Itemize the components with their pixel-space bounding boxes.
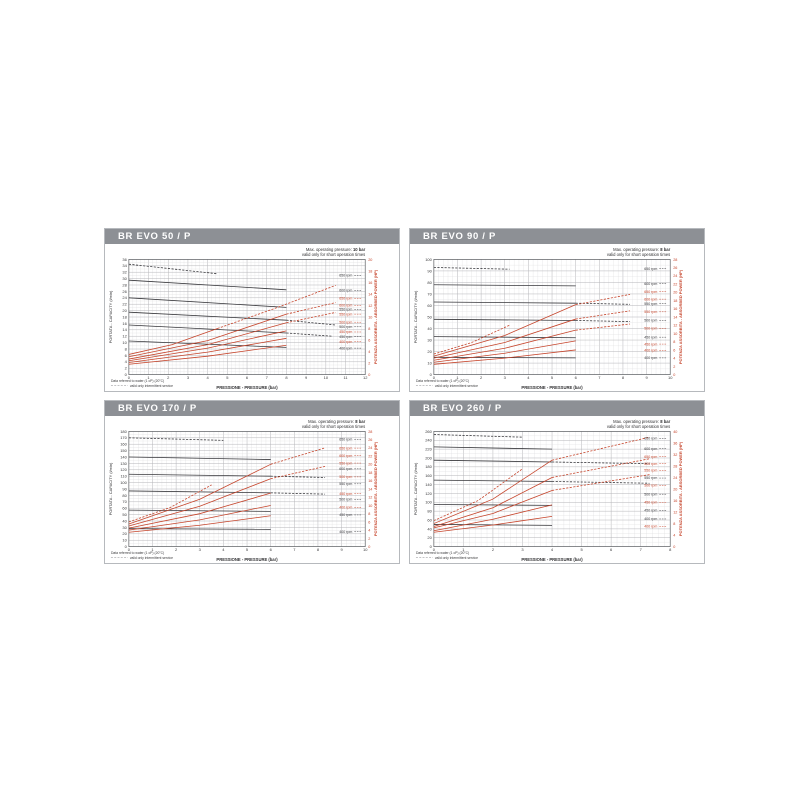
y-tick-label: 70 bbox=[122, 499, 127, 505]
y-tick-label: 50 bbox=[122, 511, 127, 517]
power-tick-label: 24 bbox=[673, 274, 678, 279]
y-tick-label: 170 bbox=[120, 435, 127, 441]
y-tick-label: 32 bbox=[122, 269, 127, 275]
x-tick-label: 6 bbox=[269, 547, 272, 553]
rpm-label: 600 rpm bbox=[644, 446, 658, 451]
power-tick-label: 0 bbox=[673, 545, 676, 550]
rpm-label: 550 rpm bbox=[339, 461, 353, 466]
power-tick-label: 2 bbox=[368, 361, 371, 366]
power-tick-label: 0 bbox=[368, 545, 371, 550]
flow-curve-400-rpm bbox=[129, 529, 271, 530]
y-tick-label: 140 bbox=[425, 481, 432, 487]
y-tick-label: 10 bbox=[122, 339, 127, 345]
y-tick-label: 20 bbox=[122, 531, 127, 537]
y-tick-label: 24 bbox=[122, 295, 127, 301]
y-tick-label: 60 bbox=[427, 302, 432, 308]
x-tick-label: 1 bbox=[147, 375, 150, 381]
y-tick-label: 50 bbox=[427, 314, 432, 320]
power-axis-label: POTENZA ASSORBITA - ABSORBED POWER (HP) bbox=[373, 441, 379, 537]
note-line2: valid only for short operation times bbox=[606, 424, 671, 430]
power-tick-label: 8 bbox=[368, 326, 371, 331]
power-tick-label: 20 bbox=[673, 487, 678, 492]
x-tick-label: 0 bbox=[127, 375, 130, 381]
rpm-label: 600 rpm bbox=[339, 288, 353, 293]
power-tick-label: 8 bbox=[673, 340, 676, 345]
power-tick-label: 14 bbox=[673, 315, 678, 320]
power-tick-label: 20 bbox=[673, 290, 678, 295]
y-tick-label: 100 bbox=[425, 256, 432, 262]
y-tick-label: 220 bbox=[425, 446, 432, 452]
chart-title: BR EVO 90 / P bbox=[423, 231, 496, 242]
x-tick-label: 3 bbox=[186, 375, 190, 381]
rpm-label: 500 rpm bbox=[339, 324, 353, 329]
y-tick-label: 60 bbox=[122, 505, 127, 511]
y-tick-label: 0 bbox=[429, 544, 432, 550]
power-tick-label: 24 bbox=[368, 446, 373, 451]
x-tick-label: 8 bbox=[285, 375, 288, 381]
x-tick-label: 2 bbox=[491, 547, 495, 553]
y-tick-label: 20 bbox=[427, 348, 432, 354]
x-tick-label: 7 bbox=[293, 547, 296, 553]
max-pressure-note: Max. operating pressure: 8 bar bbox=[613, 246, 671, 252]
power-tick-label: 16 bbox=[368, 280, 373, 285]
x-tick-label: 6 bbox=[610, 547, 613, 553]
max-pressure-note: Max. operating pressure: 8 bar bbox=[308, 418, 366, 424]
power-tick-label: 28 bbox=[673, 257, 678, 262]
y-tick-label: 130 bbox=[120, 460, 127, 466]
chart-body bbox=[410, 244, 704, 391]
chart-panel-2 bbox=[409, 228, 705, 392]
power-curve-550-rpm bbox=[576, 311, 630, 319]
footnote-intermittent: valid only intermittent service bbox=[129, 383, 173, 388]
x-tick-label: 3 bbox=[198, 547, 201, 553]
rpm-label: 500 rpm bbox=[644, 483, 658, 488]
y-tick-label: 0 bbox=[124, 544, 127, 550]
x-tick-label: 8 bbox=[669, 547, 672, 553]
chart-header bbox=[105, 401, 399, 416]
note-line2: valid only for short operation times bbox=[301, 424, 366, 430]
max-pressure-note: Max. operating pressure: 10 bar bbox=[305, 246, 366, 252]
x-tick-label: 1 bbox=[151, 547, 154, 553]
power-tick-label: 18 bbox=[673, 298, 678, 303]
note-line2: valid only for short operation times bbox=[606, 252, 671, 258]
footnote-water: Data referred to water (1 cP) (20°C) bbox=[415, 551, 470, 556]
power-tick-label: 26 bbox=[368, 438, 373, 443]
power-tick-label: 14 bbox=[368, 292, 373, 297]
power-tick-label: 28 bbox=[368, 429, 373, 434]
footnote-intermittent: valid only intermittent service bbox=[434, 383, 478, 388]
x-tick-label: 12 bbox=[363, 375, 368, 381]
y-tick-label: 90 bbox=[122, 486, 127, 492]
power-tick-label: 32 bbox=[673, 452, 678, 457]
rpm-label: 400 rpm bbox=[339, 346, 353, 351]
x-tick-label: 1 bbox=[462, 547, 465, 553]
power-tick-label: 4 bbox=[673, 356, 676, 361]
rpm-label: 600 rpm bbox=[339, 453, 353, 458]
power-tick-label: 14 bbox=[368, 487, 373, 492]
x-tick-label: 9 bbox=[645, 375, 648, 381]
y-tick-label: 160 bbox=[120, 441, 127, 447]
x-tick-label: 6 bbox=[245, 375, 249, 381]
y-tick-label: 2 bbox=[124, 365, 127, 371]
y-tick-label: 180 bbox=[120, 428, 127, 434]
power-tick-label: 18 bbox=[368, 269, 373, 274]
y-tick-label: 4 bbox=[124, 359, 127, 365]
x-tick-label: 0 bbox=[432, 547, 435, 553]
y-tick-label: 160 bbox=[425, 473, 432, 479]
x-axis-label: PRESSIONE - PRESSURE (bar) bbox=[216, 557, 278, 563]
rpm-label: 400 rpm bbox=[644, 517, 658, 522]
x-axis-label: PRESSIONE - PRESSURE (bar) bbox=[521, 557, 583, 563]
y-tick-label: 120 bbox=[425, 490, 432, 496]
chart-header bbox=[105, 229, 399, 244]
power-tick-label: 8 bbox=[673, 521, 676, 526]
chart-canvas bbox=[105, 416, 399, 563]
x-tick-label: 10 bbox=[363, 547, 368, 553]
y-tick-label: 6 bbox=[124, 352, 127, 358]
x-tick-label: 4 bbox=[206, 375, 209, 381]
power-tick-label: 40 bbox=[673, 429, 678, 434]
chart-panel-1 bbox=[104, 228, 400, 392]
x-tick-label: 4 bbox=[550, 547, 554, 553]
x-tick-label: 5 bbox=[245, 547, 249, 553]
x-tick-label: 7 bbox=[265, 375, 268, 381]
chart-panel-4 bbox=[409, 400, 705, 564]
y-tick-label: 140 bbox=[120, 454, 127, 460]
rpm-label: 400 rpm bbox=[339, 529, 353, 534]
rpm-label: 450 rpm bbox=[644, 342, 658, 347]
x-tick-label: 0 bbox=[127, 547, 130, 553]
power-curve-650-rpm bbox=[129, 485, 212, 522]
y-tick-label: 180 bbox=[425, 464, 432, 470]
rpm-label: 400 rpm bbox=[339, 339, 353, 344]
y-tick-label: 12 bbox=[122, 333, 127, 339]
rpm-label: 450 rpm bbox=[339, 513, 353, 518]
rpm-label: 650 rpm bbox=[644, 436, 658, 441]
x-tick-label: 5 bbox=[580, 547, 583, 553]
chart-canvas bbox=[410, 416, 704, 563]
footnote-intermittent: valid only intermittent service bbox=[129, 555, 173, 560]
chart-title: BR EVO 170 / P bbox=[118, 403, 197, 414]
y-tick-label: 90 bbox=[427, 268, 432, 274]
power-tick-label: 6 bbox=[673, 348, 676, 353]
chart-title: BR EVO 260 / P bbox=[423, 403, 502, 414]
rpm-label: 550 rpm bbox=[339, 307, 353, 312]
y-tick-label: 20 bbox=[427, 535, 432, 541]
rpm-label: 400 rpm bbox=[644, 356, 658, 361]
power-curve-650-rpm bbox=[434, 469, 523, 521]
power-tick-label: 4 bbox=[368, 349, 371, 354]
y-tick-label: 70 bbox=[427, 291, 432, 297]
power-tick-label: 0 bbox=[368, 373, 371, 378]
y-tick-label: 40 bbox=[427, 526, 432, 532]
chart-body bbox=[410, 416, 704, 563]
power-tick-label: 2 bbox=[368, 536, 371, 541]
power-tick-label: 10 bbox=[673, 331, 678, 336]
power-tick-label: 10 bbox=[368, 503, 373, 508]
power-tick-label: 18 bbox=[368, 470, 373, 475]
x-tick-label: 1 bbox=[456, 375, 459, 381]
y-tick-label: 60 bbox=[427, 517, 432, 523]
x-tick-label: 8 bbox=[316, 547, 320, 553]
rpm-label: 450 rpm bbox=[644, 500, 658, 505]
power-tick-label: 6 bbox=[368, 338, 371, 343]
power-axis-label: POTENZA ASSORBITA - ABSORBED POWER (HP) bbox=[373, 269, 379, 365]
rpm-label: 400 rpm bbox=[644, 348, 658, 353]
x-tick-label: 7 bbox=[598, 375, 601, 381]
power-tick-label: 12 bbox=[673, 510, 678, 515]
rpm-label: 500 rpm bbox=[644, 492, 658, 497]
charts-grid bbox=[104, 228, 705, 564]
y-tick-label: 100 bbox=[120, 479, 127, 485]
y-tick-label: 260 bbox=[425, 428, 432, 434]
power-curve-600-rpm bbox=[271, 448, 325, 464]
rpm-label: 600 rpm bbox=[339, 303, 353, 308]
rpm-label: 450 rpm bbox=[339, 334, 353, 339]
chart-panel-3 bbox=[104, 400, 400, 564]
rpm-label: 500 rpm bbox=[339, 475, 353, 480]
rpm-label: 550 rpm bbox=[339, 482, 353, 487]
x-tick-label: 3 bbox=[521, 547, 524, 553]
power-tick-label: 24 bbox=[673, 475, 678, 480]
x-tick-label: 2 bbox=[480, 375, 483, 381]
y-axis-label: PORTATA - CAPACITY (l/min) bbox=[412, 462, 418, 516]
y-tick-label: 80 bbox=[427, 279, 432, 285]
y-tick-label: 0 bbox=[429, 372, 432, 378]
y-tick-label: 150 bbox=[120, 447, 127, 453]
max-pressure-note: Max. operating pressure: 8 bar bbox=[613, 418, 671, 424]
flow-curve-500-rpm bbox=[576, 320, 630, 321]
x-tick-label: 0 bbox=[432, 375, 435, 381]
power-tick-label: 22 bbox=[673, 282, 678, 287]
rpm-label: 650 rpm bbox=[644, 454, 658, 459]
y-tick-label: 26 bbox=[122, 288, 127, 294]
power-tick-label: 8 bbox=[368, 512, 371, 517]
chart-body bbox=[105, 244, 399, 391]
power-tick-label: 20 bbox=[368, 257, 373, 262]
power-tick-label: 16 bbox=[368, 479, 373, 484]
x-tick-label: 2 bbox=[175, 547, 178, 553]
rpm-label: 600 rpm bbox=[644, 281, 658, 286]
power-axis-label: POTENZA ASSORBITA - ABSORBED POWER (HP) bbox=[678, 441, 684, 537]
y-tick-label: 80 bbox=[427, 508, 432, 514]
rpm-label: 500 rpm bbox=[339, 497, 353, 502]
power-curve-500-rpm bbox=[576, 324, 630, 330]
power-tick-label: 16 bbox=[673, 498, 678, 503]
x-tick-label: 9 bbox=[305, 375, 308, 381]
y-tick-label: 100 bbox=[425, 499, 432, 505]
flow-curve-450-rpm bbox=[286, 333, 331, 336]
y-tick-label: 8 bbox=[124, 346, 127, 352]
x-axis-label: PRESSIONE - PRESSURE (bar) bbox=[216, 385, 278, 391]
x-tick-label: 10 bbox=[668, 375, 673, 381]
y-tick-label: 120 bbox=[120, 467, 127, 473]
rpm-label: 550 rpm bbox=[644, 476, 658, 481]
y-tick-label: 30 bbox=[122, 275, 127, 281]
y-tick-label: 16 bbox=[122, 320, 127, 326]
y-tick-label: 20 bbox=[122, 307, 127, 313]
x-tick-label: 2 bbox=[167, 375, 170, 381]
y-tick-label: 110 bbox=[120, 473, 127, 479]
power-tick-label: 12 bbox=[673, 323, 678, 328]
rpm-label: 550 rpm bbox=[339, 312, 353, 317]
footnote-water: Data referred to water (1 cP) (20°C) bbox=[110, 379, 165, 384]
power-tick-label: 2 bbox=[673, 364, 676, 369]
rpm-label: 600 rpm bbox=[339, 467, 353, 472]
rpm-label: 650 rpm bbox=[339, 446, 353, 451]
y-tick-label: 80 bbox=[122, 492, 127, 498]
y-tick-label: 40 bbox=[122, 518, 127, 524]
x-axis-label: PRESSIONE - PRESSURE (bar) bbox=[521, 385, 583, 391]
power-tick-label: 4 bbox=[368, 528, 371, 533]
rpm-label: 650 rpm bbox=[339, 437, 353, 442]
footnote-intermittent: valid only intermittent service bbox=[434, 555, 478, 560]
power-curve-600-rpm bbox=[576, 294, 630, 304]
rpm-label: 650 rpm bbox=[339, 296, 353, 301]
power-tick-label: 12 bbox=[368, 303, 373, 308]
y-tick-label: 30 bbox=[122, 524, 127, 530]
y-axis-label: PORTATA - CAPACITY (l/min) bbox=[412, 290, 418, 344]
chart-header bbox=[410, 229, 704, 244]
rpm-label: 600 rpm bbox=[644, 461, 658, 466]
x-tick-label: 10 bbox=[323, 375, 329, 381]
y-tick-label: 10 bbox=[122, 537, 127, 543]
power-tick-label: 28 bbox=[673, 464, 678, 469]
x-tick-label: 11 bbox=[343, 375, 348, 381]
power-tick-label: 16 bbox=[673, 307, 678, 312]
x-tick-label: 3 bbox=[503, 375, 506, 381]
x-tick-label: 9 bbox=[340, 547, 343, 553]
rpm-label: 450 rpm bbox=[644, 508, 658, 513]
y-tick-label: 34 bbox=[122, 263, 127, 269]
x-tick-label: 4 bbox=[222, 547, 225, 553]
y-tick-label: 36 bbox=[122, 256, 127, 262]
rpm-label: 550 rpm bbox=[644, 301, 658, 306]
power-tick-label: 0 bbox=[673, 373, 676, 378]
rpm-label: 400 rpm bbox=[644, 524, 658, 529]
rpm-label: 500 rpm bbox=[339, 320, 353, 325]
power-tick-label: 4 bbox=[673, 533, 676, 538]
x-tick-label: 4 bbox=[527, 375, 530, 381]
y-axis-label: PORTATA - CAPACITY (l/min) bbox=[107, 290, 113, 344]
y-tick-label: 10 bbox=[427, 360, 432, 366]
y-tick-label: 200 bbox=[425, 455, 432, 461]
power-tick-label: 26 bbox=[673, 266, 678, 271]
y-axis-label: PORTATA - CAPACITY (l/min) bbox=[107, 462, 113, 516]
y-tick-label: 240 bbox=[425, 437, 432, 443]
chart-title: BR EVO 50 / P bbox=[118, 231, 191, 242]
power-tick-label: 6 bbox=[368, 520, 371, 525]
y-tick-label: 18 bbox=[122, 314, 127, 320]
x-tick-label: 5 bbox=[550, 375, 554, 381]
y-tick-label: 14 bbox=[122, 327, 127, 333]
x-tick-label: 7 bbox=[639, 547, 642, 553]
power-tick-label: 12 bbox=[368, 495, 373, 500]
rpm-label: 450 rpm bbox=[339, 330, 353, 335]
power-tick-label: 10 bbox=[368, 315, 373, 320]
power-tick-label: 20 bbox=[368, 462, 373, 467]
power-axis-label: POTENZA ASSORBITA - ABSORBED POWER (HP) bbox=[678, 269, 684, 365]
y-tick-label: 40 bbox=[427, 325, 432, 331]
footnote-water: Data referred to water (1 cP) (20°C) bbox=[110, 551, 165, 556]
footnote-water: Data referred to water (1 cP) (20°C) bbox=[415, 379, 470, 384]
rpm-label: 400 rpm bbox=[339, 505, 353, 510]
x-tick-label: 8 bbox=[621, 375, 625, 381]
y-tick-label: 22 bbox=[122, 301, 127, 307]
rpm-label: 550 rpm bbox=[644, 310, 658, 315]
power-tick-label: 36 bbox=[673, 441, 678, 446]
power-tick-label: 22 bbox=[368, 454, 373, 459]
chart-header bbox=[410, 401, 704, 416]
y-tick-label: 0 bbox=[124, 372, 127, 378]
note-line2: valid only for short operation times bbox=[301, 252, 366, 258]
y-tick-label: 30 bbox=[427, 337, 432, 343]
rpm-label: 650 rpm bbox=[339, 273, 353, 278]
rpm-label: 450 rpm bbox=[339, 491, 353, 496]
rpm-label: 450 rpm bbox=[644, 335, 658, 340]
x-tick-label: 5 bbox=[226, 375, 229, 381]
rpm-label: 650 rpm bbox=[644, 289, 658, 294]
rpm-label: 600 rpm bbox=[644, 297, 658, 302]
rpm-label: 550 rpm bbox=[644, 468, 658, 473]
chart-body bbox=[105, 416, 399, 563]
x-tick-label: 6 bbox=[574, 375, 577, 381]
flow-curve-500-rpm bbox=[271, 493, 325, 494]
y-tick-label: 28 bbox=[122, 282, 127, 288]
rpm-label: 500 rpm bbox=[644, 326, 658, 331]
rpm-label: 650 rpm bbox=[644, 266, 658, 271]
chart-canvas bbox=[410, 244, 704, 391]
rpm-label: 500 rpm bbox=[644, 318, 658, 323]
chart-canvas bbox=[105, 244, 399, 391]
